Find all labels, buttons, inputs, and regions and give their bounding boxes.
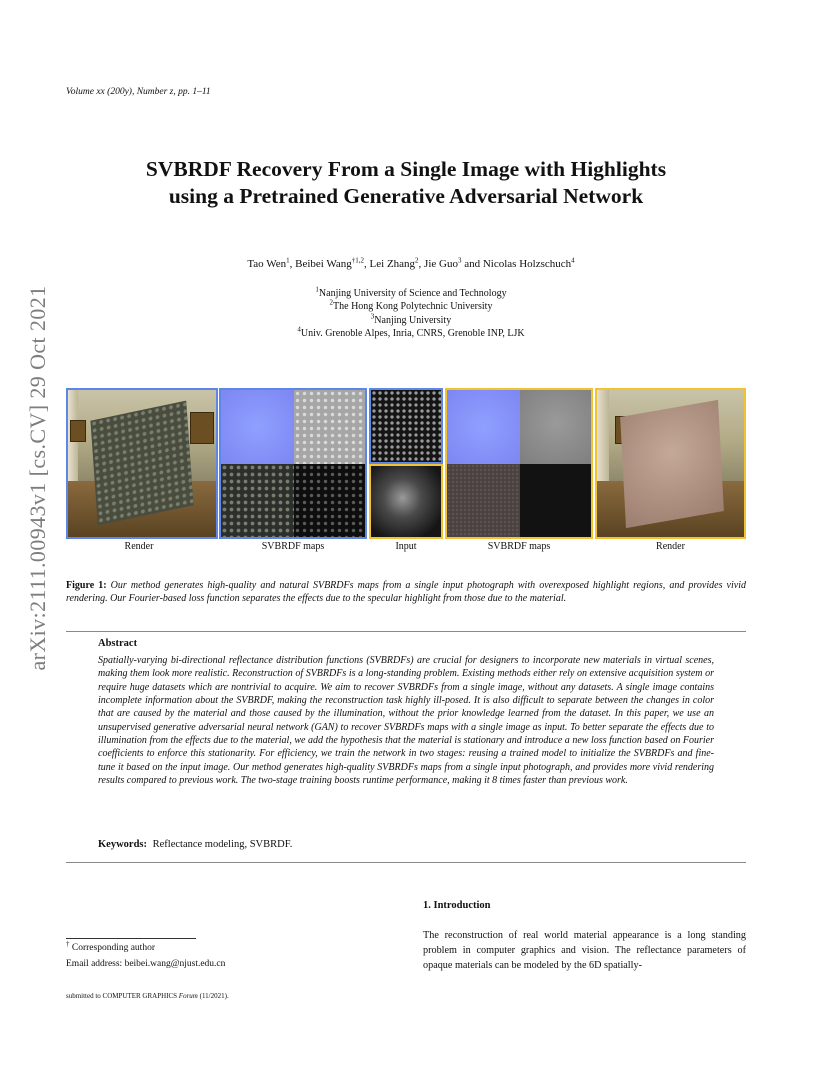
affiliation: $^2$The Hong Kong Polytechnic University	[329, 298, 493, 313]
title-line-1: SVBRDF Recovery From a Single Image with Highlights	[145, 157, 667, 181]
author-name: Jie Guo	[424, 258, 458, 270]
volume-info: Volume xx (200y), Number z, pp. 1–11	[66, 87, 211, 97]
input-photo-2	[369, 464, 443, 539]
diffuse-map	[294, 390, 367, 464]
arxiv-stamp	[20, 284, 56, 671]
divider	[66, 631, 746, 632]
author-name: Lei Zhang	[369, 258, 416, 270]
footnote-email: Email address: beibei.wang@njust.edu.cn	[66, 959, 226, 969]
keywords-label: Keywords:	[98, 839, 147, 850]
abstract-heading: Abstract	[98, 638, 138, 649]
input-photo-1	[369, 388, 443, 464]
svbrdf-maps-right	[445, 388, 593, 539]
author-sup: 4	[571, 256, 575, 265]
author-sup: 1	[286, 256, 290, 265]
author-name: Beibei Wang	[295, 258, 352, 270]
diffuse-map	[520, 390, 593, 464]
author-name: Nicolas Holzschuch	[482, 258, 572, 270]
roughness-map	[447, 464, 520, 538]
section-heading-introduction: 1. Introduction	[423, 900, 491, 911]
figure-caption-text: Our method generates high-quality and natural SVBRDFs maps from a single input photograph with overexposed highlight regions, and provides vivid rendering. Our Fourier-based loss function separates the effects due to the specular highlight from those due to the material.	[66, 580, 746, 605]
textured-panel	[90, 401, 193, 526]
affiliation: $^4$Univ. Grenoble Alpes, Inria, CNRS, Grenoble INP, LJK	[297, 325, 525, 339]
dagger-mark: †	[66, 939, 70, 948]
normal-map	[447, 390, 520, 464]
divider	[66, 862, 746, 863]
roughness-map	[221, 464, 294, 538]
affiliation-list	[66, 287, 756, 340]
paper-title	[66, 156, 746, 210]
author-sup: 2	[415, 256, 419, 265]
figure-label-render: Render	[124, 541, 154, 552]
figure-label-maps: SVBRDF maps	[487, 541, 551, 552]
specular-map	[294, 464, 367, 538]
author-sup: †1,2	[351, 256, 365, 265]
abstract-body: Spatially-varying bi-directional reflectance distribution functions (SVBRDFs) are crucial for designers to incorporate new materials in virtual scenes, making them look more realistic. Reconstruction of SVBRDFs is a long-standing problem. Existing methods either rely on extensive acquisition system or require huge datasets which are nontrivial to acquire. We aim to recover SVBRDFs from a single image, without any datasets. A single image contains incomplete information about the SVBRDF, making the reconstruction task highly ill-posed. It is also difficult to separate between the changes in color that are caused by the material and those caused by the illumination, without the prior knowledge learned from the dataset. In this paper, we use an unsupervised generative adversarial neural network (GAN) to recover SVBRDFs maps with a single image as input. To better separate the effects due to illumination from the effects due to the material, we add the hypothesis that the material is stationary and introduce a new loss function based on Fourier coefficients to enforce this stationarity. For efficiency, we train the network in two stages: reusing a trained model to initialize the SVBRDFs and fine-tune it based on the input image. Our method generates high-quality SVBRDFs maps from a single input photograph, and provides more vivid rendering results compared to previous work. The two-stage training boosts runtime performance, making it 8 times faster than previous work.	[98, 655, 714, 787]
normal-map	[221, 390, 294, 464]
keywords	[98, 839, 292, 850]
figure-label-render: Render	[656, 541, 685, 552]
affiliation: $^3$Nanjing University	[370, 312, 452, 326]
render-image-right	[595, 388, 746, 539]
author-list: Tao Wen$^1$, Beibei Wang$^{\dagger 1,2}$, Lei Zhang$^2$, Jie Guo$^3$ and Nicolas Holzschuch$^4$	[247, 256, 575, 270]
footer-note: submitted to COMPUTER GRAPHICS Forum (11/2021).	[66, 992, 229, 1000]
footnote-corresponding: † Corresponding author	[66, 939, 155, 953]
figure-label-maps: SVBRDF maps	[261, 541, 325, 552]
keywords-text: Reflectance modeling, SVBRDF.	[152, 839, 293, 850]
arxiv-stamp-text: arXiv:2111.00943v1 [cs.CV] 29 Oct 2021	[25, 284, 50, 671]
footnote-rule	[66, 938, 196, 939]
specular-map	[520, 464, 593, 538]
figure-caption	[66, 579, 746, 606]
affiliation: $^1$Nanjing University of Science and Technology	[315, 285, 507, 299]
introduction-body: The reconstruction of real world material appearance is a long standing problem in computer graphics and vision. The reflectance parameters of opaque materials can be modeled by the 6D spatially-	[423, 930, 746, 972]
figure-caption-label: Figure 1:	[66, 580, 107, 591]
svbrdf-maps-left	[219, 388, 367, 539]
title-line-2: using a Pretrained Generative Adversarial Network	[168, 184, 644, 208]
author-name: Tao Wen	[247, 258, 287, 270]
figure-label-input: Input	[395, 541, 417, 552]
author-sup: 3	[457, 256, 462, 265]
textured-panel	[620, 400, 724, 528]
render-image-left	[66, 388, 218, 539]
input-photos	[369, 388, 443, 539]
